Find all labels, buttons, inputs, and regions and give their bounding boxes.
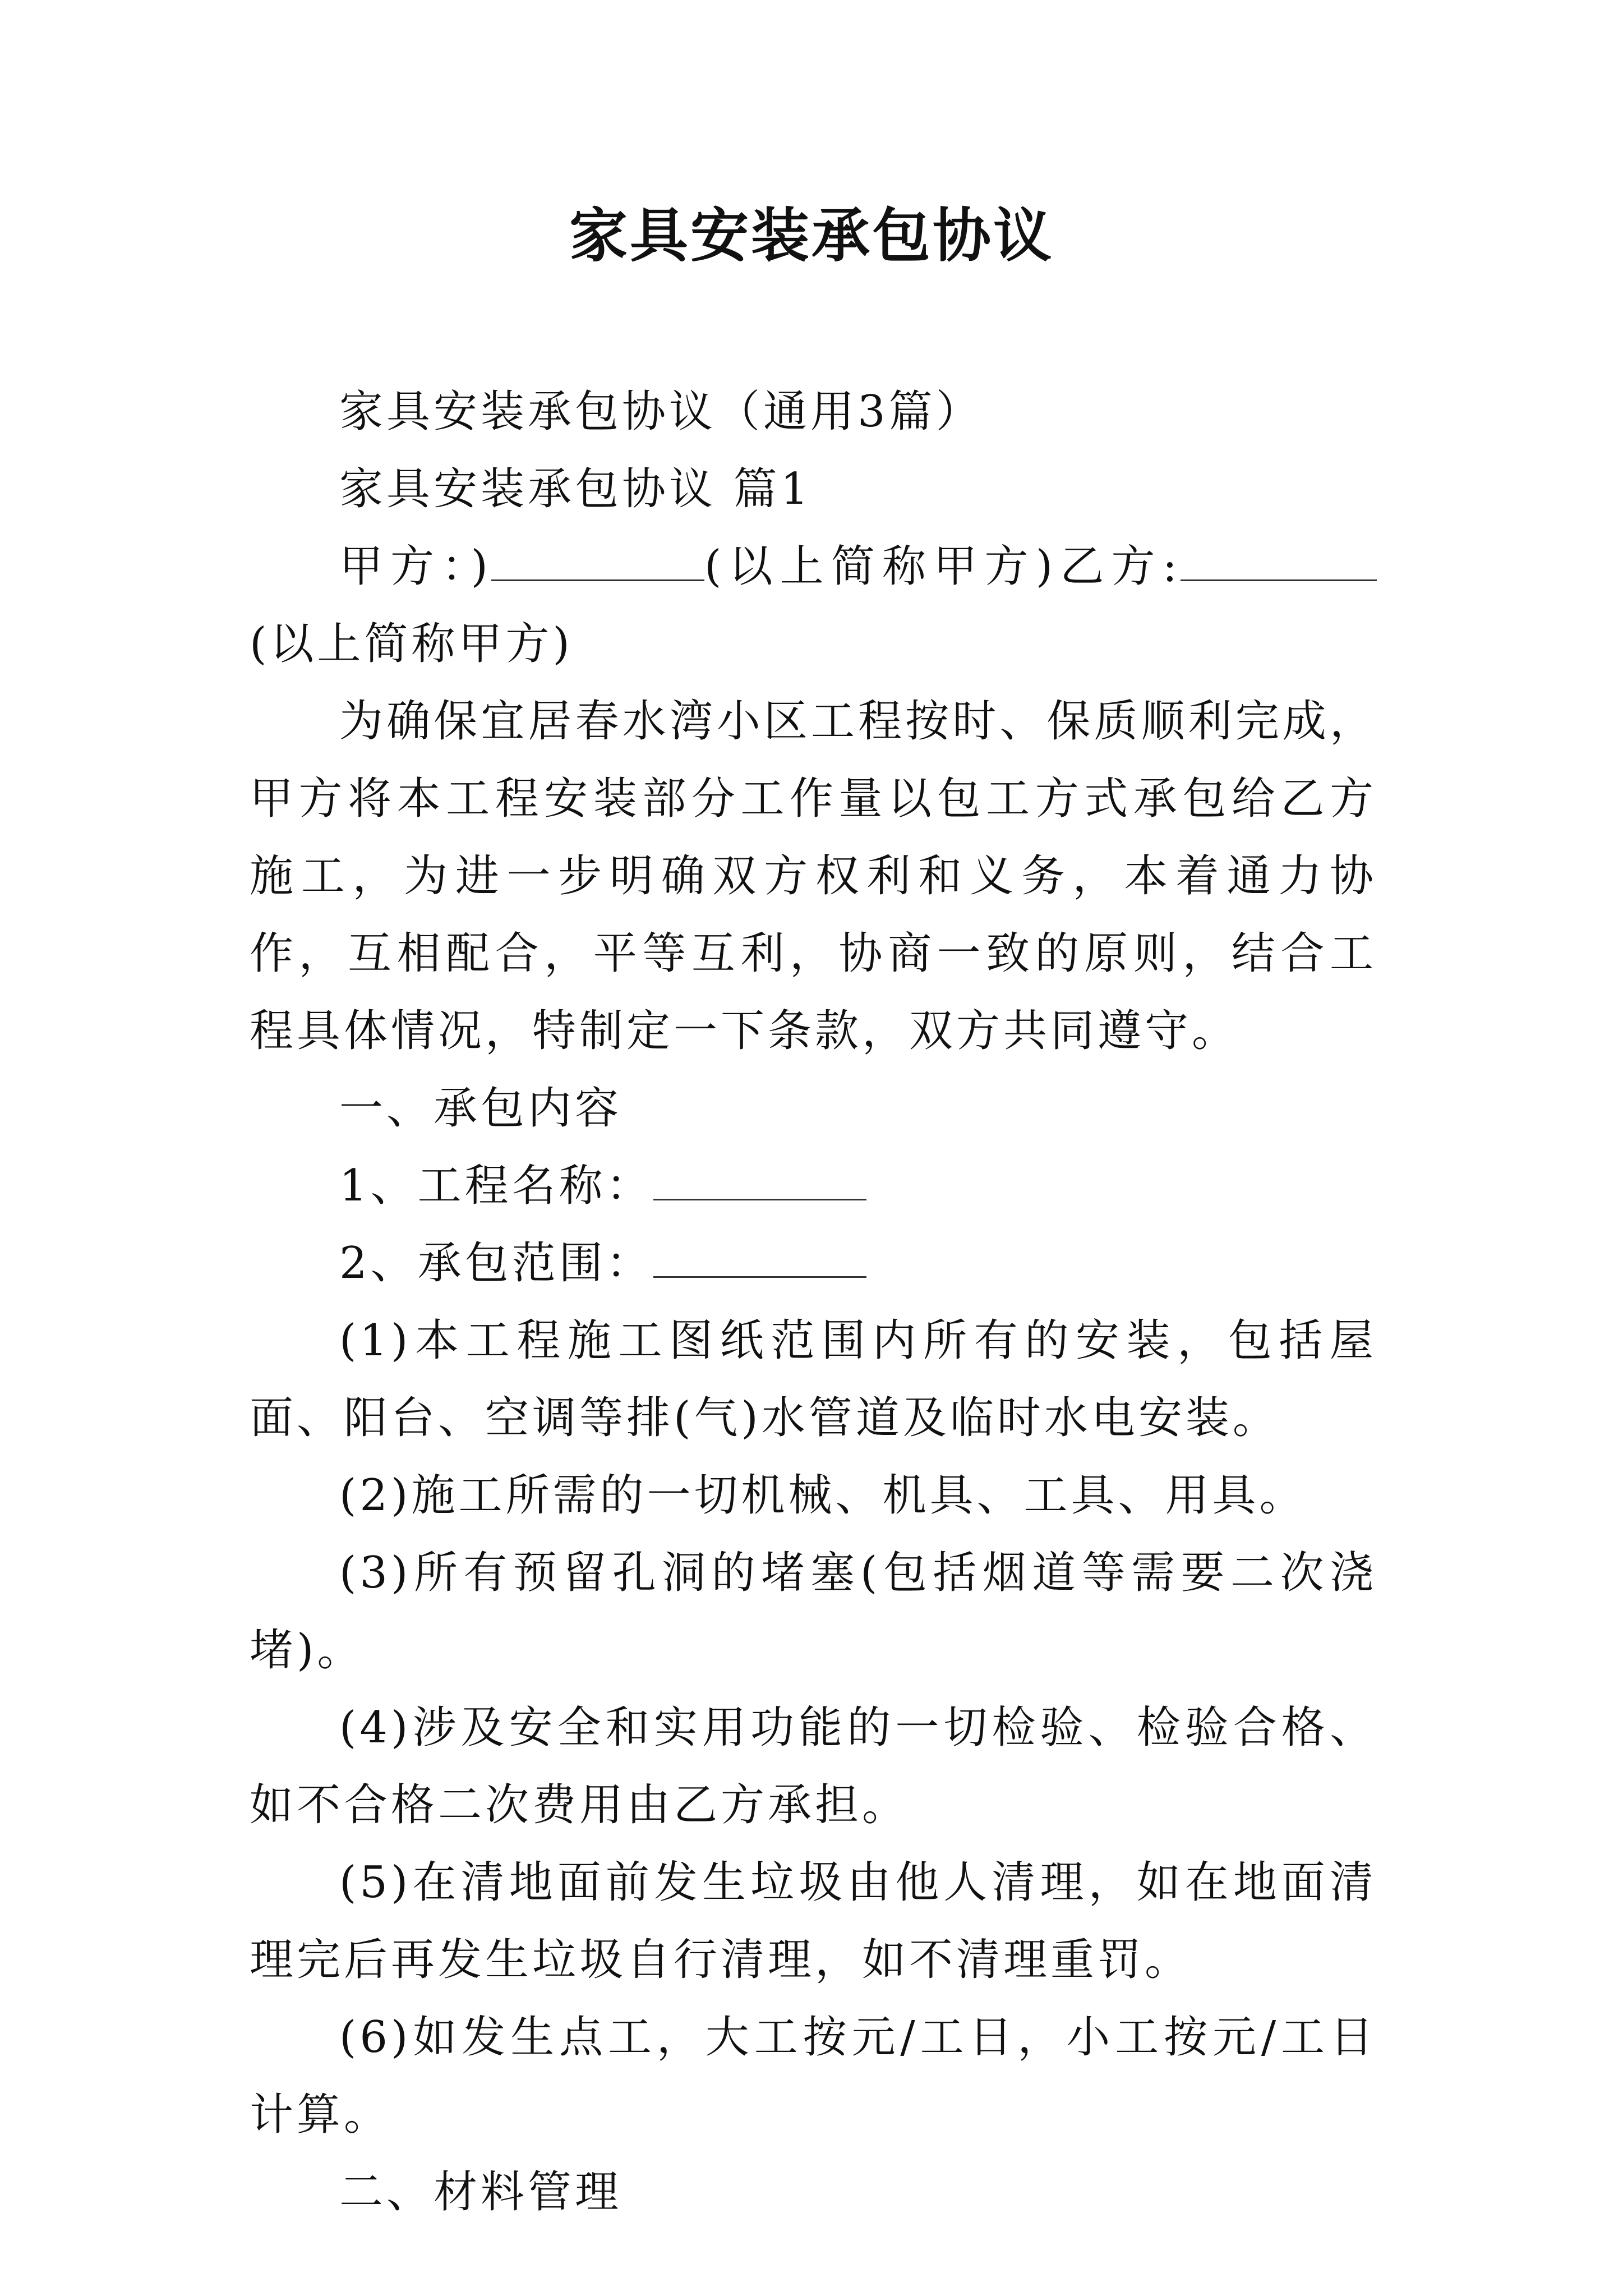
project-name-line [250,1147,1377,1225]
project-name-label: 1、工程名称： [339,1161,653,1211]
scope-item: (3)所有预留孔洞的堵塞(包括烟道等需要二次浇堵)。 [250,1548,1377,1676]
scope-item: (2)施工所需的一切机械、机具、工具、用具。 [339,1470,1307,1521]
scope-blank [653,1237,866,1278]
scope-label: 2、承包范围： [339,1238,653,1289]
scope-item: (1)本工程施工图纸范围内所有的安装，包括屋面、阳台、空调等排(气)水管道及临时水电安装。 [250,1315,1377,1443]
document-title: 家具安装承包协议 [569,201,1054,270]
scope-item: (4)涉及安全和实用功能的一切检验、检验合格、如不合格二次费用由乙方承担。 [250,1703,1377,1830]
subtitle: 家具安装承包协议（通用3篇） [339,386,983,437]
project-name-blank [653,1159,866,1200]
section-two-heading: 二、材料管理 [339,2167,623,2217]
scope-item: (6)如发生点工，大工按元/工日，小工按元/工日计算。 [250,2012,1377,2140]
parties-tail-text: (以上简称甲方) [250,619,573,669]
document-body [250,373,1377,2231]
parties-paragraph [250,528,1377,683]
intro-paragraph: 为确保宜居春水湾小区工程按时、保质顺利完成，甲方将本工程安装部分工作量以包工方式承包给乙方施工，为进一步明确双方权利和义务，本着通力协作，互相配合，平等互利，协商一致的原则，结合工程具体情况，特制定一下条款，双方共同遵守。 [250,696,1377,1056]
party-b-blank [1181,540,1377,581]
party-a-blank [491,540,704,581]
section-heading: 家具安装承包协议 篇1 [339,464,812,514]
section-one-heading: 一、承包内容 [339,1083,623,1134]
scope-item: (5)在清地面前发生垃圾由他人清理，如在地面清理完后再发生垃圾自行清理，如不清理重罚。 [250,1857,1377,1985]
party-a-label: 甲方：) [339,541,491,592]
scope-line [250,1225,1377,1302]
parties-middle-text: (以上简称甲方)乙方: [704,541,1181,592]
